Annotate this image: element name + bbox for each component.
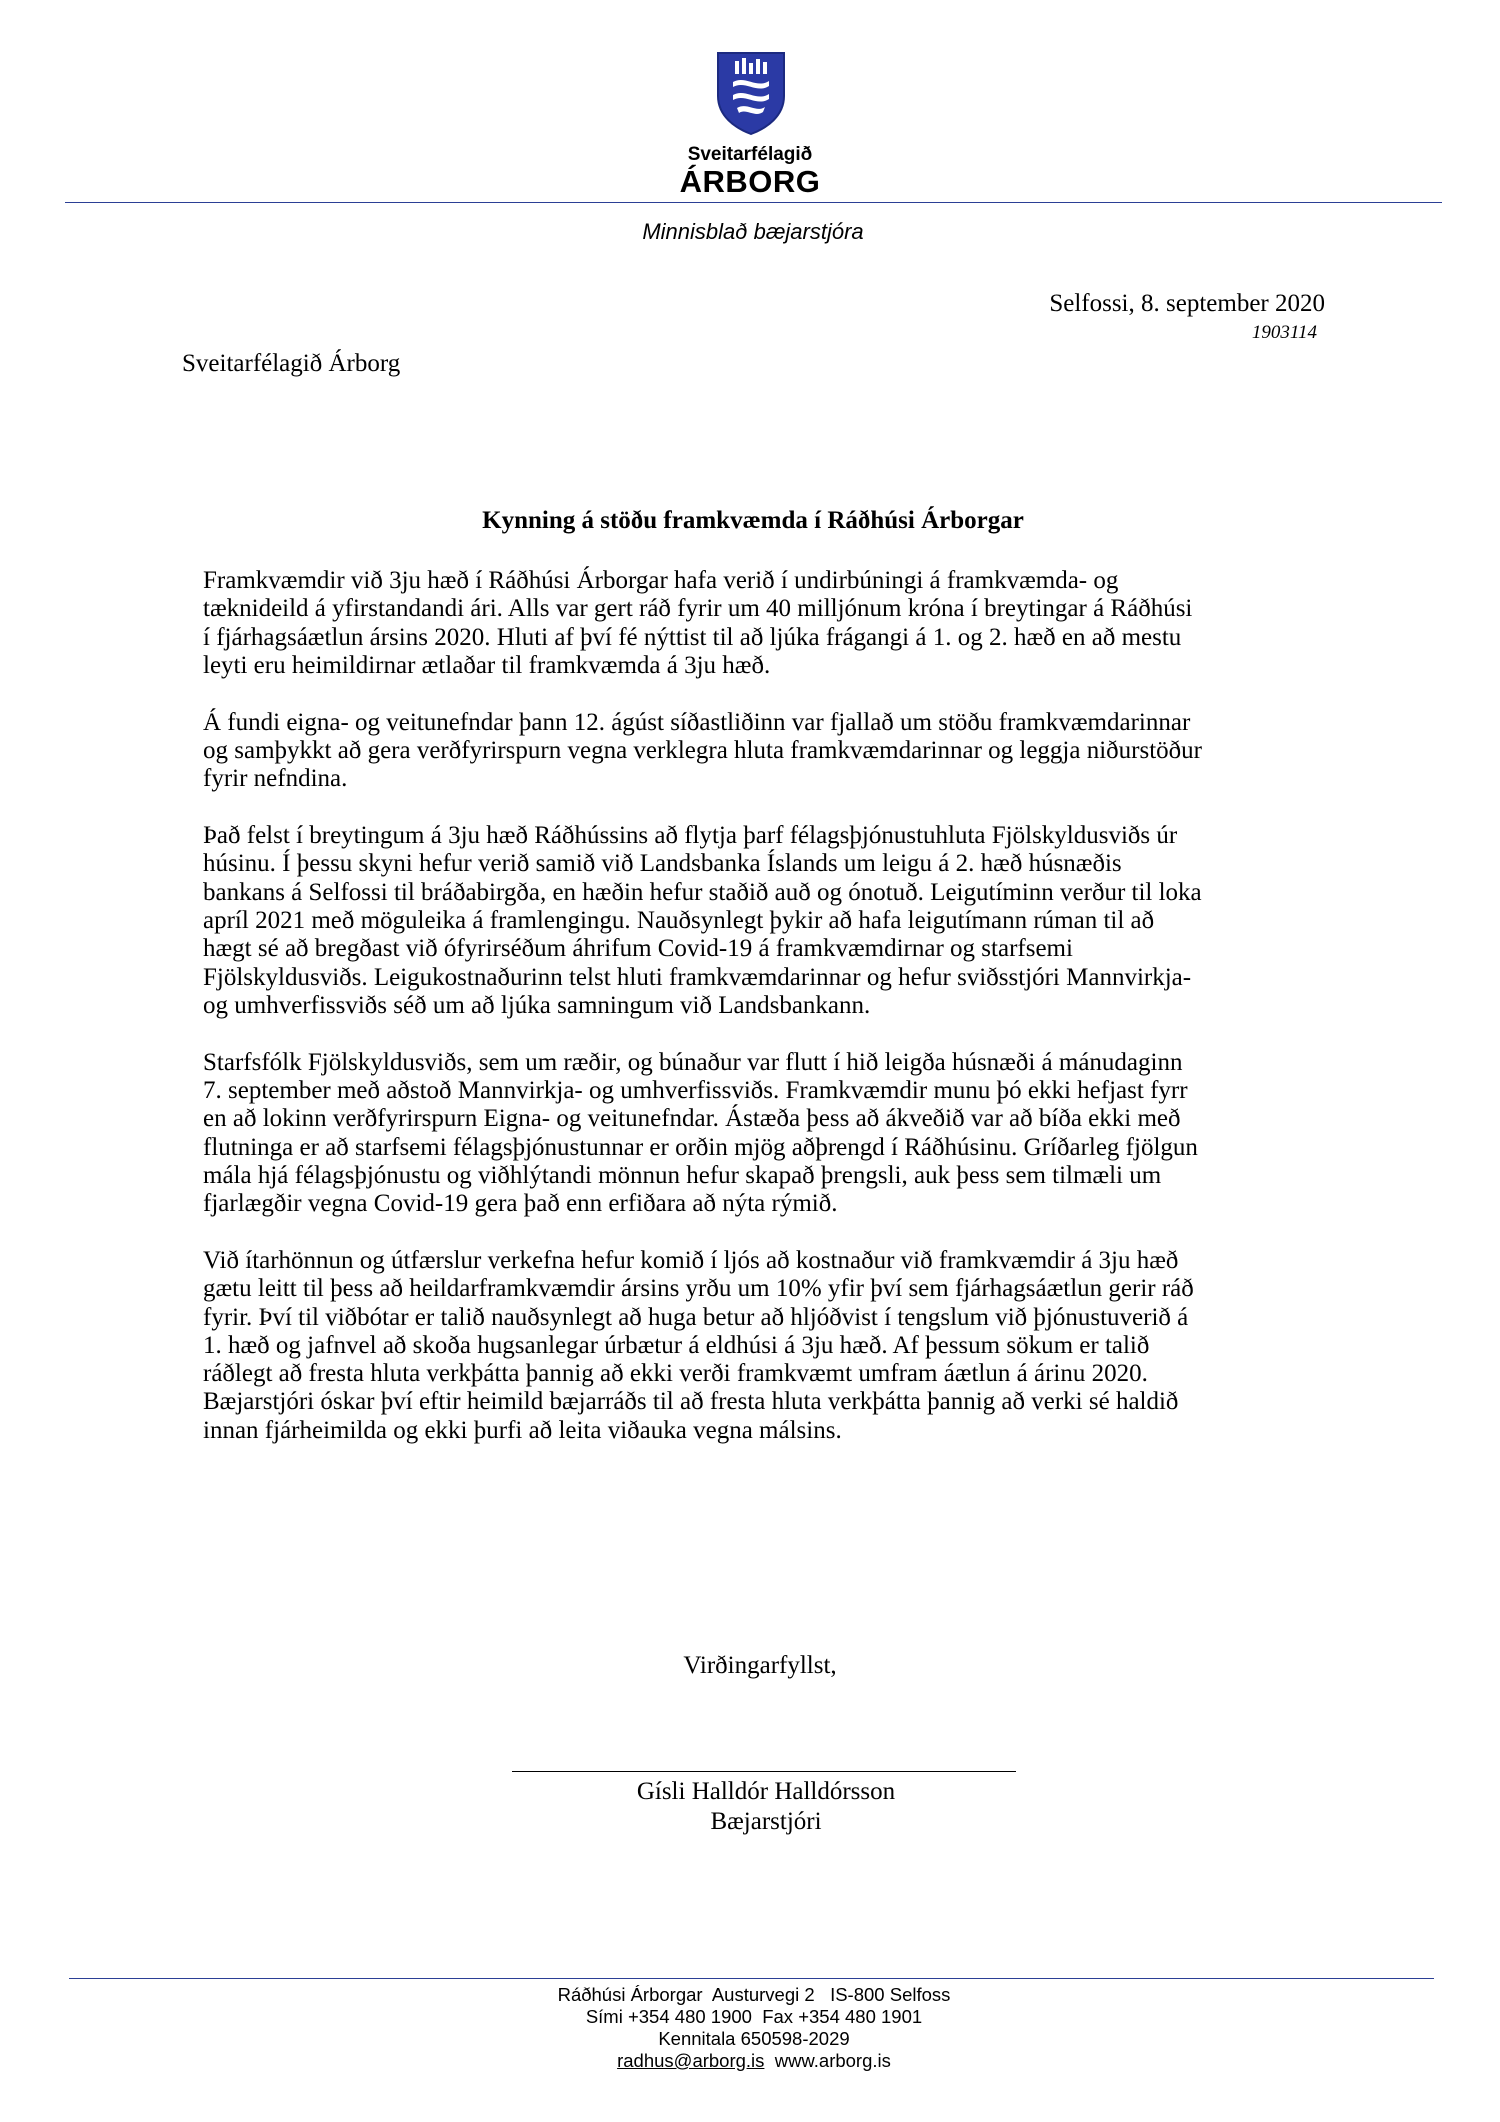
recipient: Sveitarfélagið Árborg (182, 350, 401, 377)
body-line: og samþykkt að gera verðfyrirspurn vegna verklegra hluta framkvæmdarinnar og leggja niðurstöður (203, 736, 1202, 764)
body-line: leyti eru heimildirnar ætlaðar til framkvæmda á 3ju hæð. (203, 651, 771, 679)
body-line: Starfsfólk Fjölskyldusviðs, sem um ræðir, og búnaður var flutt í hið leigða húsnæði á mánudaginn (203, 1048, 1183, 1076)
body-line: tæknideild á yfirstandandi ári. Alls var gert ráð fyrir um 40 milljónum króna í breytingar á Ráðhúsi (203, 595, 1193, 623)
footer-phone: Sími +354 480 1900 Fax +354 480 1901 (585, 2006, 923, 2027)
signer-name: Gísli Halldór Halldórsson (636, 1778, 896, 1805)
body-line: hægt sé að bregðast við ófyrirséðum áhrifum Covid-19 á framkvæmdirnar og starfsemi (203, 935, 1073, 963)
paragraph-4 (203, 1049, 1343, 1219)
closing: Virðingarfyllst, (683, 1652, 837, 1679)
case-reference: 1903114 (1251, 322, 1317, 343)
body-line: ráðlegt að fresta hluta verkþátta þannig að ekki verði framkvæmt umfram áætlun á árinu 2020. (203, 1360, 1148, 1388)
body-line: fyrir nefndina. (203, 765, 348, 793)
footer-contacts (400, 2050, 1108, 2072)
arborg-coat-of-arms-icon (715, 50, 787, 136)
footer-kennitala: Kennitala 650598-2029 (658, 2028, 850, 2049)
body-line: í fjárhagsáætlun ársins 2020. Hluti af því fé nýttist til að ljúka frágangi á 1. og 2. hæð en að mestu (203, 623, 1182, 651)
paragraph-3 (203, 822, 1343, 1020)
body-line: Framkvæmdir við 3ju hæð í Ráðhúsi Árborgar hafa verið í undirbúningi á framkvæmda- og (203, 567, 1119, 594)
body-line: en að lokinn verðfyrirspurn Eigna- og veitunefndar. Ástæða þess að ákveðið var að bíða ekki með (203, 1105, 1181, 1133)
body-line: húsinu. Í þessu skyni hefur verið samið við Landsbanka Íslands um leigu á 2. hæð húsnæðis (203, 850, 1122, 878)
letter-heading: Kynning á stöðu framkvæmda í Ráðhúsi Árborgar (482, 507, 1024, 534)
letter-body (203, 567, 1343, 1474)
logo-wordmark-small: Sveitarfélagið (687, 144, 813, 165)
logo-wordmark: ÁRBORG (679, 164, 821, 199)
body-line: fyrir. Því til viðbótar er talið nauðsynlegt að huga betur að hljóðvist í tengslum við þjónustuverið á (203, 1303, 1189, 1331)
footer-website-link[interactable]: www.arborg.is (774, 2050, 891, 2071)
paragraph-2 (203, 709, 1343, 794)
body-line: 7. september með aðstoð Mannvirkja- og umhverfissviðs. Framkvæmdir munu þó ekki hefjast fyrr (203, 1076, 1188, 1104)
footer-divider (69, 1978, 1434, 1979)
body-line: 1. hæð og jafnvel að skoða hugsanlegar úrbætur á eldhúsi á 3ju hæð. Af þessum sökum er talið (203, 1331, 1150, 1359)
body-line: Fjölskyldusviðs. Leigukostnaðurinn telst hluti framkvæmdarinnar og hefur sviðsstjóri Mannvirkja- (203, 963, 1192, 991)
body-line: flutninga er að starfsemi félagsþjónustunnar er orðin mjög aðþrengd í Ráðhúsinu. Gríðarleg fjölgun (203, 1133, 1198, 1161)
paragraph-5 (203, 1247, 1343, 1445)
body-line: og umhverfissviðs séð um að ljúka samningum við Landsbankann. (203, 991, 871, 1019)
body-line: mála hjá félagsþjónustu og viðhlýtandi mönnun hefur skapað þrengsli, auk þess sem tilmæli um (203, 1161, 1162, 1189)
signature-line (512, 1771, 1016, 1772)
body-line: Það felst í breytingum á 3ju hæð Ráðhússins að flytja þarf félagsþjónustuhluta Fjölskyldusviðs úr (203, 822, 1178, 850)
paragraph-1 (203, 567, 1343, 680)
body-line: Við ítarhönnun og útfærslur verkefna hefur komið í ljós að kostnaður við framkvæmdir á 3ju hæð (203, 1246, 1179, 1274)
letter-date: Selfossi, 8. september 2020 (1049, 290, 1325, 317)
body-line: apríl 2021 með möguleika á framlengingu. Nauðsynlegt þykir að hafa leigutímann rúman til að (203, 906, 1155, 934)
body-line: bankans á Selfossi til bráðabirgða, en hæðin hefur staðið auð og ónotuð. Leigutíminn verður til loka (203, 878, 1202, 906)
footer-email-link[interactable]: radhus@arborg.is (617, 2050, 765, 2071)
body-line: gætu leitt til þess að heildarframkvæmdir ársins yrðu um 10% yfir því sem fjárhagsáætlun gerir ráð (203, 1275, 1194, 1303)
memo-title: Minnisblað bæjarstjóra (642, 219, 864, 244)
body-line: Bæjarstjóri óskar því eftir heimild bæjarráðs til að fresta hluta verkþátta þannig að verki sé haldið (203, 1388, 1179, 1416)
signer-title: Bæjarstjóri (710, 1808, 822, 1835)
footer-address: Ráðhúsi Árborgar Austurvegi 2 IS-800 Selfoss (557, 1984, 951, 2005)
body-line: Á fundi eigna- og veitunefndar þann 12. ágúst síðastliðinn var fjallað um stöðu framkvæmdarinnar (203, 708, 1191, 736)
body-line: innan fjárheimilda og ekki þurfi að leita viðauka vegna málsins. (203, 1416, 842, 1444)
body-line: fjarlægðir vegna Covid-19 gera það enn erfiðara að nýta rýmið. (203, 1190, 838, 1218)
header-divider (65, 202, 1442, 203)
